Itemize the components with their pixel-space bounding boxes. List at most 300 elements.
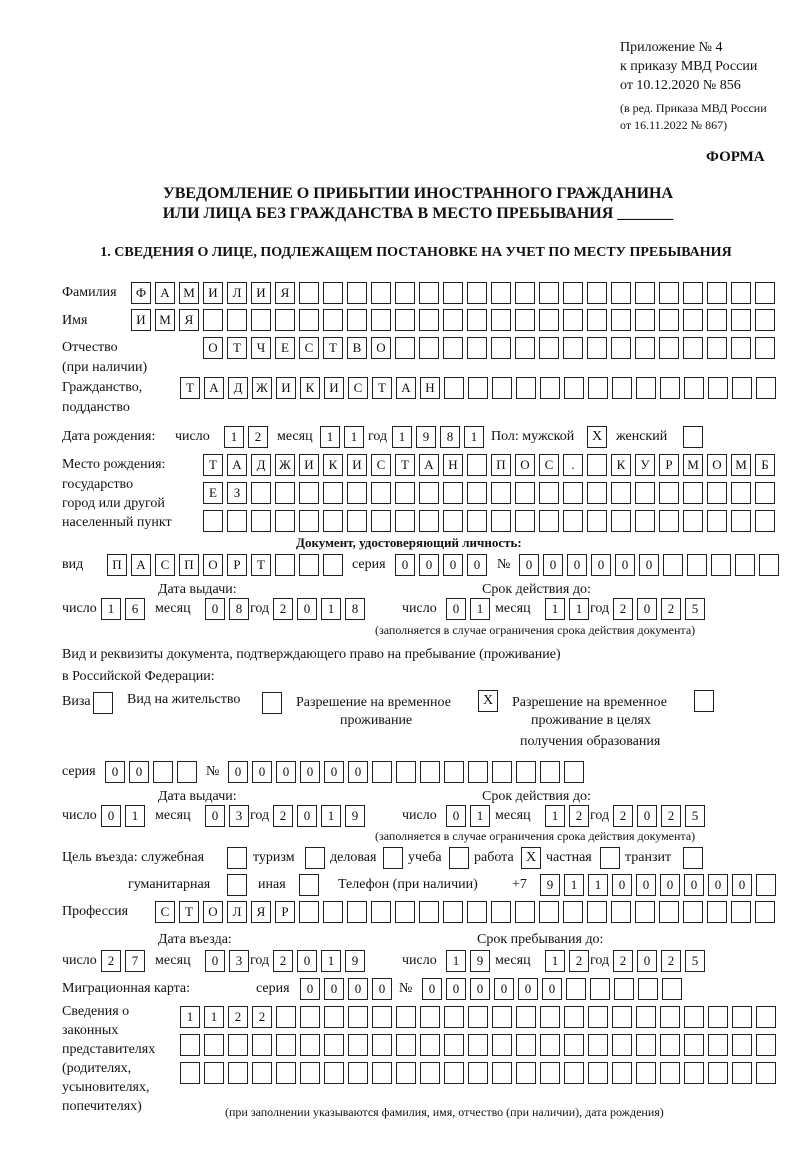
char-cell[interactable] <box>372 1034 392 1056</box>
phone-cells[interactable] <box>540 874 776 896</box>
char-cell[interactable]: 1 <box>321 950 341 972</box>
char-cell[interactable]: 9 <box>416 426 436 448</box>
char-cell[interactable]: 2 <box>248 426 268 448</box>
char-cell[interactable] <box>275 554 295 576</box>
char-cell[interactable]: 0 <box>518 978 538 1000</box>
patronymic-cells[interactable] <box>203 337 775 359</box>
char-cell[interactable] <box>756 1034 776 1056</box>
char-cell[interactable] <box>251 510 271 532</box>
char-cell[interactable]: А <box>396 377 416 399</box>
char-cell[interactable] <box>396 1062 416 1084</box>
char-cell[interactable]: Е <box>203 482 223 504</box>
char-cell[interactable] <box>588 1034 608 1056</box>
char-cell[interactable]: К <box>300 377 320 399</box>
char-cell[interactable] <box>587 282 607 304</box>
char-cell[interactable] <box>443 901 463 923</box>
char-cell[interactable]: Л <box>227 901 247 923</box>
char-cell[interactable] <box>443 510 463 532</box>
char-cell[interactable] <box>660 1062 680 1084</box>
char-cell[interactable] <box>443 482 463 504</box>
char-cell[interactable] <box>347 282 367 304</box>
char-cell[interactable] <box>515 901 535 923</box>
char-cell[interactable] <box>708 1034 728 1056</box>
char-cell[interactable] <box>371 282 391 304</box>
char-cell[interactable] <box>396 1006 416 1028</box>
char-cell[interactable] <box>492 1062 512 1084</box>
doc-number-cells[interactable] <box>519 554 779 576</box>
char-cell[interactable]: 2 <box>273 805 293 827</box>
char-cell[interactable]: 2 <box>613 598 633 620</box>
char-cell[interactable]: З <box>227 482 247 504</box>
char-cell[interactable]: Р <box>227 554 247 576</box>
purpose-other-checkbox[interactable] <box>299 874 319 896</box>
char-cell[interactable]: Т <box>203 454 223 476</box>
char-cell[interactable]: 0 <box>297 950 317 972</box>
char-cell[interactable] <box>635 901 655 923</box>
char-cell[interactable]: 7 <box>125 950 145 972</box>
char-cell[interactable] <box>707 482 727 504</box>
char-cell[interactable] <box>372 1062 392 1084</box>
char-cell[interactable] <box>539 510 559 532</box>
char-cell[interactable]: 1 <box>545 598 565 620</box>
char-cell[interactable] <box>395 309 415 331</box>
char-cell[interactable] <box>468 1062 488 1084</box>
char-cell[interactable] <box>636 1034 656 1056</box>
char-cell[interactable] <box>755 282 775 304</box>
char-cell[interactable] <box>420 1034 440 1056</box>
visa-checkbox[interactable] <box>93 692 113 714</box>
char-cell[interactable] <box>323 554 343 576</box>
char-cell[interactable] <box>759 554 779 576</box>
char-cell[interactable]: В <box>347 337 367 359</box>
char-cell[interactable]: М <box>179 282 199 304</box>
char-cell[interactable] <box>708 1006 728 1028</box>
char-cell[interactable] <box>228 1062 248 1084</box>
day-cells[interactable] <box>101 950 145 972</box>
char-cell[interactable] <box>371 309 391 331</box>
char-cell[interactable]: 1 <box>180 1006 200 1028</box>
char-cell[interactable] <box>636 377 656 399</box>
char-cell[interactable] <box>228 1034 248 1056</box>
char-cell[interactable] <box>153 761 173 783</box>
purpose-tourism-checkbox[interactable] <box>305 847 325 869</box>
char-cell[interactable]: И <box>276 377 296 399</box>
char-cell[interactable] <box>587 454 607 476</box>
char-cell[interactable] <box>492 761 512 783</box>
char-cell[interactable] <box>443 337 463 359</box>
char-cell[interactable]: . <box>563 454 583 476</box>
char-cell[interactable] <box>516 1006 536 1028</box>
char-cell[interactable] <box>491 482 511 504</box>
char-cell[interactable]: Я <box>179 309 199 331</box>
char-cell[interactable] <box>611 282 631 304</box>
char-cell[interactable] <box>756 1006 776 1028</box>
char-cell[interactable] <box>299 554 319 576</box>
day-cells[interactable] <box>446 598 490 620</box>
char-cell[interactable] <box>516 377 536 399</box>
char-cell[interactable] <box>300 1006 320 1028</box>
char-cell[interactable] <box>707 901 727 923</box>
char-cell[interactable]: 1 <box>125 805 145 827</box>
char-cell[interactable] <box>467 482 487 504</box>
char-cell[interactable]: 9 <box>345 950 365 972</box>
purpose-study-checkbox[interactable] <box>449 847 469 869</box>
char-cell[interactable]: И <box>299 454 319 476</box>
char-cell[interactable] <box>491 337 511 359</box>
char-cell[interactable] <box>587 309 607 331</box>
char-cell[interactable]: 1 <box>464 426 484 448</box>
char-cell[interactable] <box>732 1062 752 1084</box>
char-cell[interactable] <box>275 482 295 504</box>
char-cell[interactable] <box>635 282 655 304</box>
char-cell[interactable] <box>660 1034 680 1056</box>
char-cell[interactable] <box>731 309 751 331</box>
char-cell[interactable] <box>540 761 560 783</box>
char-cell[interactable]: 2 <box>569 805 589 827</box>
char-cell[interactable] <box>636 1062 656 1084</box>
char-cell[interactable]: Ж <box>275 454 295 476</box>
doc-series-cells[interactable] <box>395 554 487 576</box>
char-cell[interactable]: Ж <box>252 377 272 399</box>
char-cell[interactable] <box>347 510 367 532</box>
char-cell[interactable]: 2 <box>569 950 589 972</box>
char-cell[interactable] <box>467 309 487 331</box>
char-cell[interactable] <box>635 309 655 331</box>
char-cell[interactable] <box>419 510 439 532</box>
char-cell[interactable] <box>707 282 727 304</box>
month-cells[interactable] <box>545 805 589 827</box>
char-cell[interactable]: 9 <box>470 950 490 972</box>
char-cell[interactable] <box>587 510 607 532</box>
char-cell[interactable]: 0 <box>446 598 466 620</box>
char-cell[interactable]: У <box>635 454 655 476</box>
char-cell[interactable] <box>638 978 658 1000</box>
char-cell[interactable]: Е <box>275 337 295 359</box>
char-cell[interactable] <box>372 1006 392 1028</box>
char-cell[interactable] <box>563 510 583 532</box>
representatives-row1[interactable] <box>180 1006 776 1028</box>
char-cell[interactable] <box>731 510 751 532</box>
year-cells[interactable] <box>273 950 365 972</box>
char-cell[interactable] <box>708 377 728 399</box>
char-cell[interactable] <box>587 482 607 504</box>
char-cell[interactable]: 1 <box>320 426 340 448</box>
char-cell[interactable]: О <box>203 337 223 359</box>
char-cell[interactable]: О <box>203 901 223 923</box>
char-cell[interactable] <box>635 337 655 359</box>
char-cell[interactable] <box>540 1062 560 1084</box>
char-cell[interactable] <box>755 309 775 331</box>
birth-day-cells[interactable] <box>224 426 268 448</box>
char-cell[interactable]: Д <box>228 377 248 399</box>
char-cell[interactable] <box>540 1034 560 1056</box>
char-cell[interactable]: Н <box>420 377 440 399</box>
char-cell[interactable]: 0 <box>348 761 368 783</box>
char-cell[interactable]: К <box>611 454 631 476</box>
char-cell[interactable] <box>323 901 343 923</box>
char-cell[interactable]: 0 <box>205 950 225 972</box>
char-cell[interactable] <box>203 510 223 532</box>
char-cell[interactable] <box>491 309 511 331</box>
char-cell[interactable]: М <box>155 309 175 331</box>
stay-series-cells[interactable] <box>105 761 197 783</box>
char-cell[interactable] <box>419 482 439 504</box>
char-cell[interactable] <box>516 761 536 783</box>
char-cell[interactable] <box>276 1034 296 1056</box>
char-cell[interactable] <box>468 761 488 783</box>
char-cell[interactable]: 1 <box>564 874 584 896</box>
char-cell[interactable] <box>395 337 415 359</box>
char-cell[interactable] <box>515 337 535 359</box>
char-cell[interactable] <box>635 510 655 532</box>
char-cell[interactable] <box>612 1034 632 1056</box>
char-cell[interactable] <box>323 482 343 504</box>
char-cell[interactable]: И <box>131 309 151 331</box>
char-cell[interactable]: 0 <box>446 978 466 1000</box>
char-cell[interactable]: С <box>348 377 368 399</box>
char-cell[interactable]: 2 <box>661 950 681 972</box>
month-cells[interactable] <box>545 598 589 620</box>
char-cell[interactable] <box>420 1006 440 1028</box>
char-cell[interactable] <box>323 309 343 331</box>
char-cell[interactable]: 0 <box>639 554 659 576</box>
char-cell[interactable] <box>491 901 511 923</box>
char-cell[interactable] <box>660 1006 680 1028</box>
char-cell[interactable] <box>515 510 535 532</box>
char-cell[interactable] <box>659 337 679 359</box>
char-cell[interactable] <box>612 377 632 399</box>
char-cell[interactable] <box>683 482 703 504</box>
char-cell[interactable]: Т <box>251 554 271 576</box>
purpose-work-checkbox[interactable]: X <box>521 847 541 869</box>
char-cell[interactable] <box>323 282 343 304</box>
birth-place-row2[interactable] <box>203 482 775 504</box>
char-cell[interactable] <box>687 554 707 576</box>
char-cell[interactable]: Ф <box>131 282 151 304</box>
char-cell[interactable] <box>659 282 679 304</box>
char-cell[interactable] <box>636 1006 656 1028</box>
char-cell[interactable]: 0 <box>105 761 125 783</box>
char-cell[interactable] <box>587 901 607 923</box>
char-cell[interactable] <box>276 1006 296 1028</box>
char-cell[interactable] <box>203 309 223 331</box>
char-cell[interactable]: Т <box>372 377 392 399</box>
char-cell[interactable] <box>539 309 559 331</box>
char-cell[interactable]: Т <box>179 901 199 923</box>
char-cell[interactable] <box>659 309 679 331</box>
char-cell[interactable]: 0 <box>422 978 442 1000</box>
purpose-official-checkbox[interactable] <box>227 847 247 869</box>
char-cell[interactable] <box>492 377 512 399</box>
char-cell[interactable]: А <box>155 282 175 304</box>
char-cell[interactable] <box>324 1062 344 1084</box>
male-checkbox[interactable]: X <box>587 426 607 448</box>
char-cell[interactable]: Я <box>251 901 271 923</box>
char-cell[interactable] <box>180 1062 200 1084</box>
char-cell[interactable]: 0 <box>348 978 368 1000</box>
month-cells[interactable] <box>205 950 249 972</box>
edu-residence-checkbox[interactable] <box>694 690 714 712</box>
char-cell[interactable] <box>515 482 535 504</box>
char-cell[interactable] <box>299 510 319 532</box>
char-cell[interactable] <box>563 337 583 359</box>
birth-month-cells[interactable] <box>320 426 364 448</box>
char-cell[interactable] <box>684 1034 704 1056</box>
temp-residence-checkbox[interactable]: X <box>478 690 498 712</box>
char-cell[interactable]: 5 <box>685 805 705 827</box>
char-cell[interactable] <box>395 901 415 923</box>
char-cell[interactable]: 2 <box>661 805 681 827</box>
char-cell[interactable]: 2 <box>273 598 293 620</box>
char-cell[interactable]: 0 <box>443 554 463 576</box>
char-cell[interactable] <box>204 1062 224 1084</box>
female-checkbox[interactable] <box>683 426 703 448</box>
char-cell[interactable]: 0 <box>637 805 657 827</box>
char-cell[interactable]: 1 <box>446 950 466 972</box>
char-cell[interactable] <box>251 309 271 331</box>
char-cell[interactable] <box>177 761 197 783</box>
char-cell[interactable] <box>540 377 560 399</box>
char-cell[interactable]: Н <box>443 454 463 476</box>
char-cell[interactable] <box>683 337 703 359</box>
char-cell[interactable] <box>735 554 755 576</box>
char-cell[interactable] <box>539 901 559 923</box>
char-cell[interactable] <box>516 1062 536 1084</box>
char-cell[interactable] <box>492 1034 512 1056</box>
year-cells[interactable] <box>613 805 705 827</box>
char-cell[interactable] <box>684 1062 704 1084</box>
char-cell[interactable]: 0 <box>542 978 562 1000</box>
representatives-row3[interactable] <box>180 1062 776 1084</box>
char-cell[interactable] <box>492 1006 512 1028</box>
migration-number-cells[interactable] <box>422 978 682 1000</box>
char-cell[interactable]: С <box>371 454 391 476</box>
char-cell[interactable] <box>299 482 319 504</box>
char-cell[interactable]: 2 <box>613 805 633 827</box>
char-cell[interactable]: М <box>683 454 703 476</box>
char-cell[interactable]: 0 <box>615 554 635 576</box>
char-cell[interactable] <box>612 1062 632 1084</box>
char-cell[interactable] <box>707 337 727 359</box>
char-cell[interactable] <box>563 309 583 331</box>
char-cell[interactable] <box>732 1034 752 1056</box>
char-cell[interactable] <box>711 554 731 576</box>
char-cell[interactable]: 2 <box>252 1006 272 1028</box>
char-cell[interactable] <box>611 309 631 331</box>
month-cells[interactable] <box>545 950 589 972</box>
char-cell[interactable]: 2 <box>273 950 293 972</box>
char-cell[interactable] <box>588 1062 608 1084</box>
char-cell[interactable] <box>756 874 776 896</box>
char-cell[interactable] <box>614 978 634 1000</box>
char-cell[interactable]: О <box>371 337 391 359</box>
char-cell[interactable] <box>732 377 752 399</box>
citizenship-cells[interactable] <box>180 377 776 399</box>
char-cell[interactable] <box>539 482 559 504</box>
char-cell[interactable]: 0 <box>732 874 752 896</box>
char-cell[interactable] <box>732 1006 752 1028</box>
char-cell[interactable] <box>395 510 415 532</box>
char-cell[interactable]: Т <box>395 454 415 476</box>
char-cell[interactable] <box>444 1034 464 1056</box>
char-cell[interactable] <box>566 978 586 1000</box>
char-cell[interactable] <box>276 1062 296 1084</box>
char-cell[interactable] <box>564 1034 584 1056</box>
char-cell[interactable]: Л <box>227 282 247 304</box>
char-cell[interactable] <box>660 377 680 399</box>
char-cell[interactable]: С <box>539 454 559 476</box>
char-cell[interactable]: 0 <box>297 598 317 620</box>
migration-series-cells[interactable] <box>300 978 392 1000</box>
char-cell[interactable] <box>444 377 464 399</box>
char-cell[interactable] <box>419 282 439 304</box>
char-cell[interactable] <box>755 901 775 923</box>
char-cell[interactable]: 2 <box>661 598 681 620</box>
purpose-humanitarian-checkbox[interactable] <box>227 874 247 896</box>
char-cell[interactable]: 1 <box>545 805 565 827</box>
char-cell[interactable]: С <box>299 337 319 359</box>
char-cell[interactable]: И <box>251 282 271 304</box>
char-cell[interactable]: 0 <box>543 554 563 576</box>
year-cells[interactable] <box>273 598 365 620</box>
char-cell[interactable] <box>420 1062 440 1084</box>
birth-place-row3[interactable] <box>203 510 775 532</box>
char-cell[interactable] <box>564 1006 584 1028</box>
char-cell[interactable] <box>467 282 487 304</box>
char-cell[interactable]: А <box>227 454 247 476</box>
char-cell[interactable] <box>444 1006 464 1028</box>
char-cell[interactable]: 1 <box>470 805 490 827</box>
year-cells[interactable] <box>613 598 705 620</box>
char-cell[interactable] <box>444 761 464 783</box>
char-cell[interactable] <box>684 377 704 399</box>
char-cell[interactable]: 6 <box>125 598 145 620</box>
char-cell[interactable] <box>491 510 511 532</box>
name-cells[interactable] <box>131 309 775 331</box>
char-cell[interactable] <box>539 337 559 359</box>
char-cell[interactable] <box>300 1034 320 1056</box>
char-cell[interactable]: Я <box>275 282 295 304</box>
char-cell[interactable] <box>540 1006 560 1028</box>
char-cell[interactable]: 0 <box>519 554 539 576</box>
birth-year-cells[interactable] <box>392 426 484 448</box>
char-cell[interactable] <box>755 337 775 359</box>
char-cell[interactable] <box>611 510 631 532</box>
char-cell[interactable]: 0 <box>470 978 490 1000</box>
char-cell[interactable]: 0 <box>300 761 320 783</box>
char-cell[interactable]: О <box>203 554 223 576</box>
char-cell[interactable] <box>467 510 487 532</box>
char-cell[interactable]: 1 <box>344 426 364 448</box>
char-cell[interactable]: 0 <box>205 598 225 620</box>
char-cell[interactable] <box>468 377 488 399</box>
char-cell[interactable] <box>755 482 775 504</box>
char-cell[interactable] <box>563 901 583 923</box>
char-cell[interactable]: 0 <box>660 874 680 896</box>
char-cell[interactable]: 0 <box>708 874 728 896</box>
day-cells[interactable] <box>446 950 490 972</box>
char-cell[interactable]: 1 <box>392 426 412 448</box>
char-cell[interactable] <box>443 282 463 304</box>
char-cell[interactable]: 9 <box>345 805 365 827</box>
year-cells[interactable] <box>273 805 365 827</box>
char-cell[interactable] <box>275 309 295 331</box>
char-cell[interactable]: 0 <box>637 598 657 620</box>
profession-cells[interactable] <box>155 901 775 923</box>
char-cell[interactable] <box>180 1034 200 1056</box>
char-cell[interactable]: 0 <box>446 805 466 827</box>
char-cell[interactable] <box>731 482 751 504</box>
